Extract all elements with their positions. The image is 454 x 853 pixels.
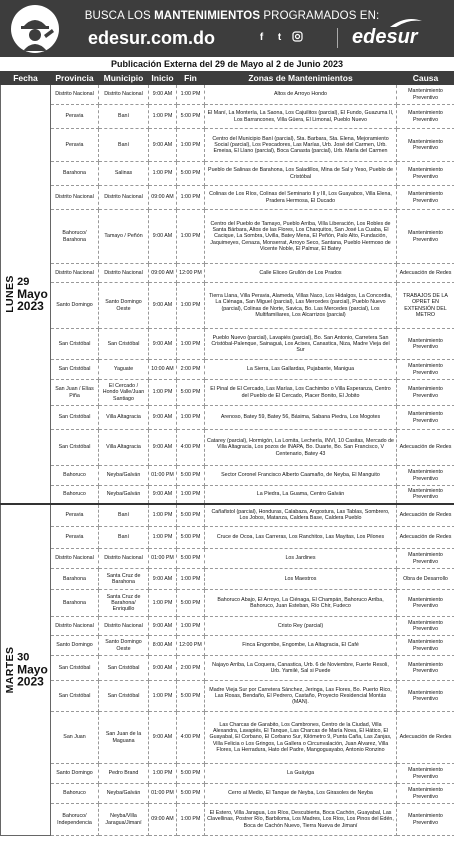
cell-municipio: Tamayo / Peñón [99, 210, 149, 264]
cell-provincia: Santo Domingo [51, 636, 99, 656]
cell-fin: 1:00 PM [177, 85, 205, 105]
table-row [1, 656, 454, 681]
cell-inicio: 09:00 AM [149, 804, 177, 836]
month-label: Mayo [17, 286, 48, 301]
cell-zonas: Los Maestros [205, 569, 397, 590]
cell-inicio: 9:00 AM [149, 329, 177, 360]
cell-causa: Mantenimiento Preventivo [397, 549, 454, 569]
table-row [1, 466, 454, 486]
cell-provincia: San Cristóbal [51, 656, 99, 681]
cell-fin: 5:00 PM [177, 466, 205, 486]
cell-inicio: 10:00 AM [149, 360, 177, 380]
cell-zonas: El Maní, La Montería, La Saona, Los Cajuilitos (parcial), El Fundo, Guazuma II, Los Barrancones, Villa Güera, El Limonal, Pueblo Nuevo [205, 105, 397, 129]
cell-inicio: 8:00 AM [149, 636, 177, 656]
col-municipio: Municipio [99, 72, 149, 85]
cell-provincia: Barahona [51, 590, 99, 617]
col-inicio: Inicio [149, 72, 177, 85]
cell-provincia: Peravia [51, 129, 99, 162]
cell-causa: Mantenimiento Preventivo [397, 210, 454, 264]
header-banner [0, 0, 454, 57]
cell-causa: Mantenimiento Preventivo [397, 656, 454, 681]
cell-fin: 5:00 PM [177, 105, 205, 129]
cell-zonas: El Pinal de El Cercado, Las Marías, Los Cachimbo o Villa Esperanza, Centro del Pueblo de El Cercado, Placer Bonito, El Jobito [205, 380, 397, 406]
cell-zonas: Cañafistol (parcial), Honduras, Calabaza, Angostura, Las Tablas, Sombrero, Los Jobos, Matanza, Caldera Base, Caldera Pueblo [205, 504, 397, 527]
cell-causa: Mantenimiento Preventivo [397, 590, 454, 617]
cell-fin: 5:00 PM [177, 380, 205, 406]
cell-inicio: 9:00 AM [149, 712, 177, 764]
cell-fin: 1:00 PM [177, 804, 205, 836]
cell-fin: 1:00 PM [177, 283, 205, 329]
cell-causa: Mantenimiento Preventivo [397, 466, 454, 486]
cell-inicio: 1:00 PM [149, 380, 177, 406]
cell-causa: Mantenimiento Preventivo [397, 105, 454, 129]
col-fecha: Fecha [1, 72, 51, 85]
cell-zonas: La Sierra, Las Gallardas, Pujabante, Manigua [205, 360, 397, 380]
cell-fin: 1:00 PM [177, 486, 205, 504]
cell-inicio: 9:00 AM [149, 129, 177, 162]
cell-municipio: Baní [99, 105, 149, 129]
table-row [1, 210, 454, 264]
cell-municipio: Villa Altagracia [99, 430, 149, 466]
cell-zonas: Bahoruco Abajo, El Arroyo, La Ciénaga, El Champán, Bahoruco Arriba, Bahoruco, Juan Esteban, Río Chir, Fudeco [205, 590, 397, 617]
table-row [1, 329, 454, 360]
cell-provincia: Bahoruco/ Barahona [51, 210, 99, 264]
cell-provincia: Distrito Nacional [51, 264, 99, 283]
cell-inicio: 09:00 AM [149, 186, 177, 210]
cell-zonas: La Guáyiga [205, 764, 397, 784]
cell-zonas: Cristo Rey (parcial) [205, 617, 397, 636]
cell-fin: 4:00 PM [177, 712, 205, 764]
table-row [1, 360, 454, 380]
cell-zonas: Altos de Arroyo Hondo [205, 85, 397, 105]
cell-causa: Mantenimiento Preventivo [397, 406, 454, 430]
cell-municipio: Villa Altagracia [99, 406, 149, 430]
publication-title: Publicación Externa del 29 de Mayo al 2 de Junio 2023 [110, 59, 344, 69]
cell-zonas: Pueblo de Salinas de Barahona, Los Saladillos, Mina de Sal y Yeso, Pueblo de Cristóbal [205, 162, 397, 186]
cell-provincia: Barahona [51, 162, 99, 186]
cell-provincia: Santo Domingo [51, 764, 99, 784]
cell-zonas: Tierra Llana, Villa Peravia, Alameda, Villas Naco, Los Hidalgos, La Concordia, La Ciénaga, San Miguel (parcial), Las Mercedes (parcial), Pueblo Nuevo (parcial), Colinas de Norte, Savica, Bo. Las Mercedes (parcial), Los Multifamiliares, Los Alcarrizos (parcial) [205, 283, 397, 329]
cell-zonas: La Piedra, La Guama, Centro Galván [205, 486, 397, 504]
cell-inicio: 9:00 AM [149, 486, 177, 504]
cell-municipio: Distrito Nacional [99, 186, 149, 210]
table-row [1, 636, 454, 656]
cell-provincia: San Cristóbal [51, 430, 99, 466]
cell-inicio: 09:00 AM [149, 264, 177, 283]
cell-fin: 5:00 PM [177, 784, 205, 804]
cell-zonas: Cruce de Ocoa, Las Carreras, Los Ranchitos, Las Mayitas, Los Pilones [205, 527, 397, 549]
cell-fin: 1:00 PM [177, 129, 205, 162]
brand-logo: edesur [352, 26, 418, 48]
cell-causa: Adecuación de Redes [397, 430, 454, 466]
cell-causa: Adecuación de Redes [397, 264, 454, 283]
cell-provincia: Peravia [51, 527, 99, 549]
cell-fin: 5:00 PM [177, 162, 205, 186]
cell-municipio: San Juan de la Maguana [99, 712, 149, 764]
cell-municipio: Santa Cruz de Barahona [99, 569, 149, 590]
table-row [1, 681, 454, 712]
table-row [1, 549, 454, 569]
cell-inicio: 9:00 AM [149, 569, 177, 590]
cell-causa: Mantenimiento Preventivo [397, 617, 454, 636]
table-row [1, 406, 454, 430]
cell-provincia: Distrito Nacional [51, 617, 99, 636]
table-row [1, 712, 454, 764]
cell-fin: 1:00 PM [177, 186, 205, 210]
cell-municipio: San Cristóbal [99, 329, 149, 360]
col-provincia: Provincia [51, 72, 99, 85]
year-label: 2023 [17, 298, 44, 313]
cell-causa: Mantenimiento Preventivo [397, 681, 454, 712]
cell-inicio: 9:00 AM [149, 656, 177, 681]
cell-municipio: Baní [99, 129, 149, 162]
cell-inicio: 1:00 PM [149, 162, 177, 186]
cell-causa: Mantenimiento Preventivo [397, 804, 454, 836]
cell-municipio: Pedro Brand [99, 764, 149, 784]
cell-provincia: Peravia [51, 105, 99, 129]
col-fin: Fin [177, 72, 205, 85]
date-cell [1, 85, 51, 504]
cell-fin: 5:00 PM [177, 764, 205, 784]
cell-provincia: Distrito Nacional [51, 549, 99, 569]
cell-fin: 5:00 PM [177, 590, 205, 617]
cell-inicio: 1:00 PM [149, 105, 177, 129]
cell-municipio: Santo Domingo Oeste [99, 283, 149, 329]
cell-causa: Mantenimiento Preventivo [397, 162, 454, 186]
cell-provincia: San Cristóbal [51, 360, 99, 380]
cell-municipio: Neyba/Villa Jaragua/Jimaní [99, 804, 149, 836]
cell-municipio: Yaguate [99, 360, 149, 380]
cell-provincia: Bahoruco [51, 466, 99, 486]
cell-municipio: San Cristóbal [99, 656, 149, 681]
table-row [1, 264, 454, 283]
cell-provincia: Peravia [51, 504, 99, 527]
cell-fin: 1:00 PM [177, 569, 205, 590]
cell-municipio: Neyba/Galván [99, 784, 149, 804]
cell-municipio: Distrito Nacional [99, 617, 149, 636]
cell-inicio: 01:00 PM [149, 466, 177, 486]
cell-fin: 12:00 PM [177, 264, 205, 283]
cell-inicio: 1:00 PM [149, 681, 177, 712]
social-links [255, 31, 304, 44]
table-row [1, 764, 454, 784]
cell-zonas: El Estero, Villa Jaragua, Los Ríos, Descubierta, Boca Cachón, Guayabal, Las Clavellinas, Postrer Río, Barbiloma, Los Madres, Los Ríos, Los Pinos del Edén, Boca de Cachón Nuevo, Tierra Nueva de Jimaní [205, 804, 397, 836]
table-row [1, 486, 454, 504]
cell-fin: 1:00 PM [177, 406, 205, 430]
cell-fin: 2:00 PM [177, 656, 205, 681]
weekday-label: LUNES [4, 274, 16, 313]
cell-causa: Obra de Desarrollo [397, 569, 454, 590]
cell-provincia: Bahoruco [51, 784, 99, 804]
cell-causa: TRABAJOS DE LA OPRET EN EXTENSIÓN DEL METRO [397, 283, 454, 329]
cell-fin: 1:00 PM [177, 210, 205, 264]
cell-inicio: 9:00 AM [149, 283, 177, 329]
day-number: 30 [17, 651, 30, 664]
cell-fin: 4:00 PM [177, 430, 205, 466]
cell-municipio: Neyba/Galván [99, 486, 149, 504]
table-row [1, 85, 454, 105]
cell-provincia: San Juan [51, 712, 99, 764]
maintenance-table [0, 71, 454, 836]
cell-municipio: Santa Cruz de Barahona/ Enriquillo [99, 590, 149, 617]
cell-provincia: San Juan / Elías Piña [51, 380, 99, 406]
cell-zonas: Colinas de Los Ríos, Colinas del Seminario II y III, Los Guayabos, Villa Elena, Pradera Hermosa, El Ducado [205, 186, 397, 210]
cell-inicio: 01:00 PM [149, 784, 177, 804]
cell-provincia: Bahoruco [51, 486, 99, 504]
table-row [1, 504, 454, 527]
col-zonas: Zonas de Mantenimientos [205, 72, 397, 85]
cell-causa: Mantenimiento Preventivo [397, 360, 454, 380]
cell-inicio: 01:00 PM [149, 549, 177, 569]
cell-municipio: Santo Domingo Oeste [99, 636, 149, 656]
cell-causa: Mantenimiento Preventivo [397, 329, 454, 360]
cell-inicio: 9:00 AM [149, 617, 177, 636]
day-number: 29 [17, 275, 30, 288]
cell-fin: 1:00 PM [177, 329, 205, 360]
cell-zonas: Las Charcas de Garabito, Los Cambrones, Centro de la Ciudad, Villa Alexandra, Lavapiés, El Tanque, Las Charcas de María Nova, El Hático, El Guayabal, El Corbano, El Corbano Sur, Kilómetro 9, Punta Caña, Las Zanjas, Villa Felicia o Los Gringos, La Gallera o Circunvalación, Juan Alvarez, Villa Flores, La Herradura, Hato del Padre, Mangoguayabo, Antonio Ronzino [205, 712, 397, 764]
table-row [1, 804, 454, 836]
cell-fin: 5:00 PM [177, 549, 205, 569]
cell-inicio: 9:00 AM [149, 210, 177, 264]
cell-causa: Mantenimiento Preventivo [397, 764, 454, 784]
instagram-icon[interactable] [291, 31, 304, 44]
cell-zonas: Arenoso, Batey 59, Batey 56, Básima, Sabana Piedra, Los Mogotes [205, 406, 397, 430]
cell-inicio: 1:00 PM [149, 527, 177, 549]
table-row [1, 527, 454, 549]
cell-municipio: Salinas [99, 162, 149, 186]
cell-zonas: Finca Engombe, Engombe, La Altagracia, El Café [205, 636, 397, 656]
cell-causa: Adecuación de Redes [397, 527, 454, 549]
cell-fin: 1:00 PM [177, 617, 205, 636]
worker-logo-icon [11, 5, 59, 53]
cell-inicio: 1:00 PM [149, 504, 177, 527]
cell-provincia: Barahona [51, 569, 99, 590]
cell-zonas: Los Jardines [205, 549, 397, 569]
cell-fin: 5:00 PM [177, 527, 205, 549]
table-row [1, 186, 454, 210]
cell-municipio: Distrito Nacional [99, 549, 149, 569]
weekday-label: MARTES [4, 646, 16, 694]
cell-zonas: Pueblo Nuevo (parcial), Lavapiés (parcial), Bo. San Antonio, Carretera San Cristóbal-Palenque, Sainaguá, Los Acises, Canastica, Niza, Madre Vieja del Sur [205, 329, 397, 360]
cell-provincia: San Cristóbal [51, 681, 99, 712]
table-row [1, 784, 454, 804]
table-row [1, 430, 454, 466]
table-header-row [1, 72, 454, 85]
cell-fin: 5:00 PM [177, 504, 205, 527]
cell-zonas: Calle Eliceo Grullón de Los Prados [205, 264, 397, 283]
cell-fin: 12:00 PM [177, 636, 205, 656]
cell-inicio: 1:00 PM [149, 590, 177, 617]
cell-zonas: Centro del Municipio Baní (parcial), Sta. Barbara, Sta. Elena, Mejoramiento Social (parcial), Los Pescadores, Las Marías, Urb. José del Carmen, Urb. Emeisa, El Llano (parcial), Boca Canasta (parcial), Urb. María del Carmen [205, 129, 397, 162]
cell-fin: 2:00 PM [177, 360, 205, 380]
cell-zonas: Cerro al Medio, El Tanque de Neyba, Los Girasoles de Neyba [205, 784, 397, 804]
cell-fin: 5:00 PM [177, 681, 205, 712]
cell-municipio: Distrito Nacional [99, 264, 149, 283]
table-row [1, 590, 454, 617]
cell-provincia: Santo Domingo [51, 283, 99, 329]
table-row [1, 105, 454, 129]
table-row [1, 162, 454, 186]
website-url[interactable]: edesur.com.do [88, 28, 216, 48]
cell-municipio: Baní [99, 527, 149, 549]
cell-causa: Adecuación de Redes [397, 712, 454, 764]
cell-municipio: Neyba/Galván [99, 466, 149, 486]
cell-inicio: 9:00 AM [149, 430, 177, 466]
col-causa: Causa [397, 72, 454, 85]
cell-inicio: 9:00 AM [149, 85, 177, 105]
table-row [1, 617, 454, 636]
date-cell [1, 504, 51, 836]
table-row [1, 283, 454, 329]
cell-zonas: Catarey (parcial), Hormigón, La Lomita, Lechería, INVI, 10 Casitas, Mercado de Villa Altagracia, Los pozos de INAPA, Bo. Duarte, Bo. San Francisco, V Centenario, Batey 43 [205, 430, 397, 466]
cell-municipio: Distrito Nacional [99, 85, 149, 105]
cell-zonas: Centro del Pueblo de Tamayo, Pueblo Arriba, Villa Liberación, Los Robles de Santa Bárbara, Altos de las Flores, Los Charquitos, San José La Cuaba, El Cacique, La Sombra, Uvilla, Batey Mena, El Peñón, Palo Alto, Fundación, Jaquimeyes, Cenaza, Monserrat, Arroyo Seco, Santana, Pueblo Hermoso de Vicente Noble, El Palmar, El Batey [205, 210, 397, 264]
cell-zonas: Najayo Arriba, La Coquera, Canastica, Urb. 6 de Noviembre, Fuerte Resoli, Urb. Yamilé, Sal si Puede [205, 656, 397, 681]
cell-municipio: San Cristóbal [99, 681, 149, 712]
cell-provincia: Bahoruco/ Independencia [51, 804, 99, 836]
cell-provincia: Distrito Nacional [51, 85, 99, 105]
cell-provincia: Distrito Nacional [51, 186, 99, 210]
cell-municipio: El Cercado / Hondo Valle/Juan Santiago [99, 380, 149, 406]
cell-causa: Mantenimiento Preventivo [397, 186, 454, 210]
cell-inicio: 9:00 AM [149, 406, 177, 430]
cell-causa: Mantenimiento Preventivo [397, 636, 454, 656]
cell-causa: Mantenimiento Preventivo [397, 380, 454, 406]
cell-provincia: San Cristóbal [51, 329, 99, 360]
cell-causa: Mantenimiento Preventivo [397, 784, 454, 804]
table-row [1, 129, 454, 162]
cell-inicio: 1:00 PM [149, 764, 177, 784]
cell-causa: Mantenimiento Preventivo [397, 486, 454, 504]
cell-municipio: Baní [99, 504, 149, 527]
cell-provincia: San Cristóbal [51, 406, 99, 430]
cell-causa: Mantenimiento Preventivo [397, 129, 454, 162]
header-tagline: BUSCA LOS MANTENIMIENTOS PROGRAMADOS EN: [84, 10, 380, 22]
cell-zonas: Sector Coronel Francisco Alberto Caamaño, de Neyba, El Manguito [205, 466, 397, 486]
table-row [1, 569, 454, 590]
month-label: Mayo [17, 662, 48, 677]
year-label: 2023 [17, 674, 44, 689]
cell-zonas: Madre Vieja Sur por Carretera Sánchez, Jeringa, Las Flores, Bo. Puerto Rico, Las Rosas, Bendaño, El Pedrero, Castaño, Proyecto Residencial Montás (MAN). [205, 681, 397, 712]
table-row [1, 380, 454, 406]
cell-causa: Adecuación de Redes [397, 504, 454, 527]
facebook-icon[interactable]: f [259, 32, 264, 43]
twitter-icon[interactable]: t [277, 32, 282, 43]
header-divider [337, 28, 338, 48]
cell-causa: Mantenimiento Preventivo [397, 85, 454, 105]
